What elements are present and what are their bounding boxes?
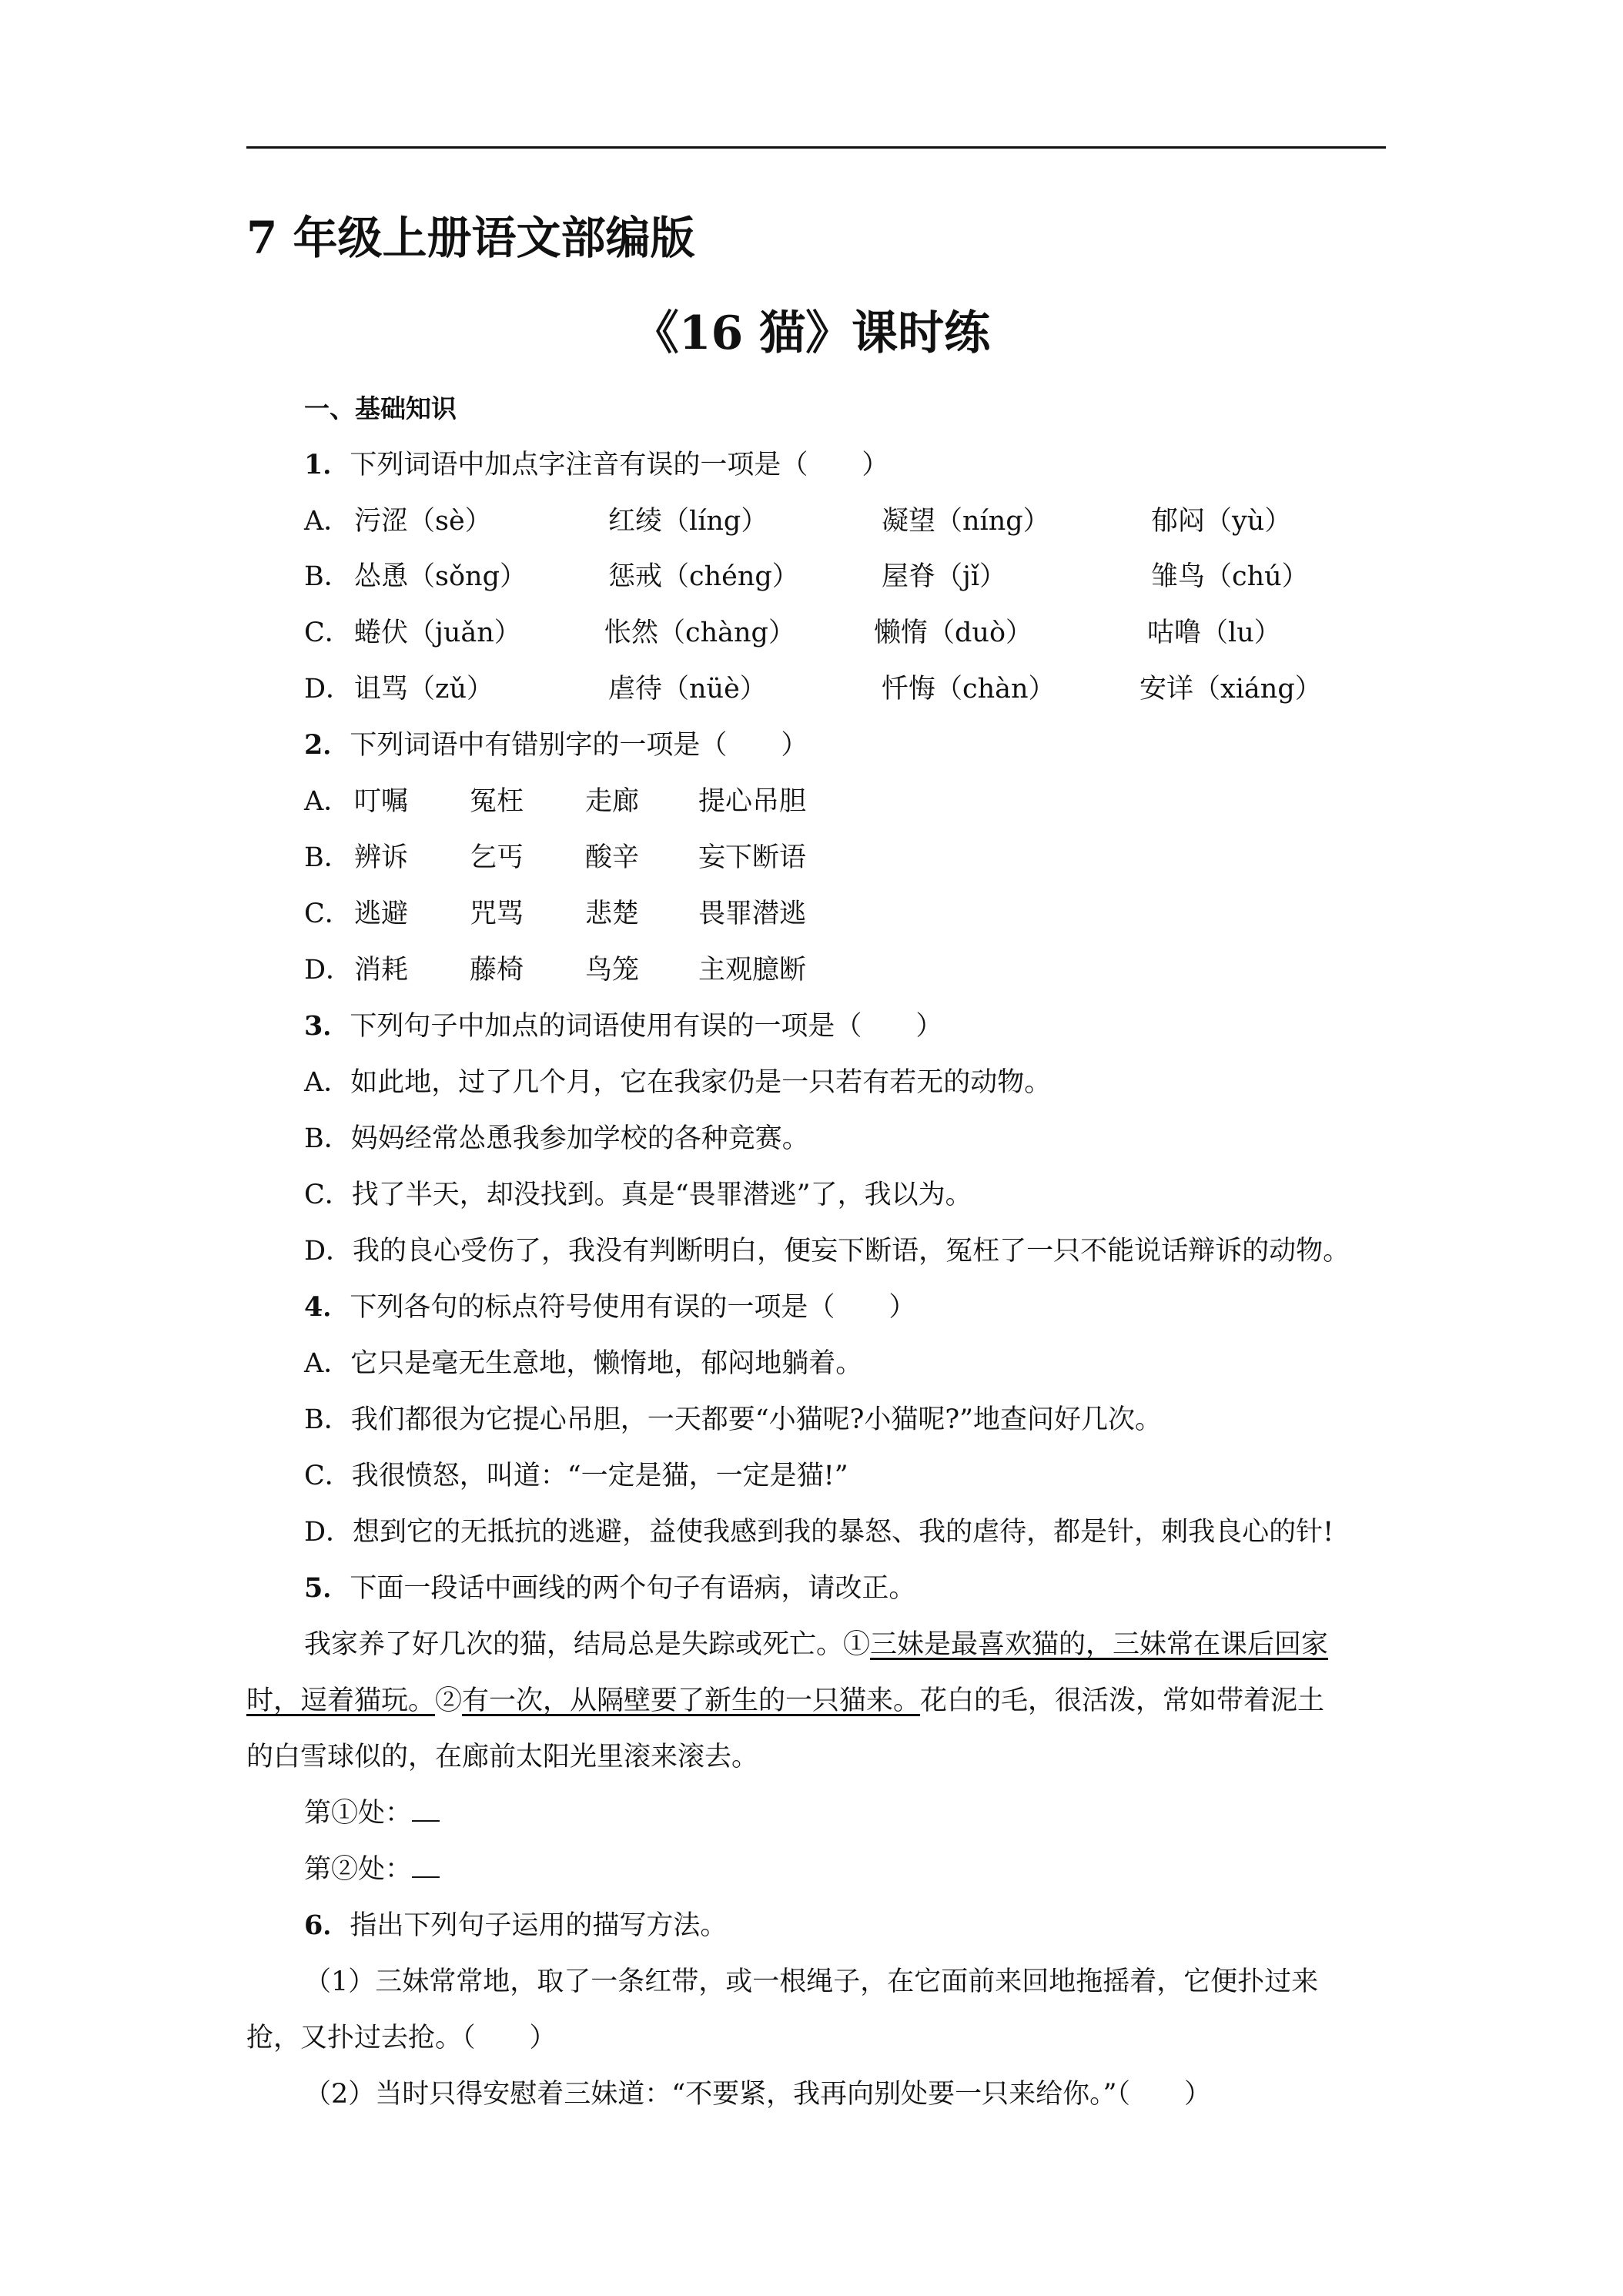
option-item: 提心吊胆 xyxy=(698,786,807,817)
answer-line-2 xyxy=(304,1853,440,1886)
question-text: 下面一段话中画线的两个句子有语病，请改正。 xyxy=(350,1573,916,1604)
question-text: 下列词语中有错别字的一项是（ ） xyxy=(350,730,808,761)
passage-line-2 xyxy=(246,1684,1324,1718)
answer-label: 第②处： xyxy=(304,1854,413,1885)
question-4-option-c: C．我很愤怒，叫道：“一定是猫，一定是猫!” xyxy=(304,1461,848,1491)
section-heading-basics: 一、基础知识 xyxy=(304,393,457,423)
question-2-stem xyxy=(304,728,808,762)
question-number: 6． xyxy=(304,1909,350,1941)
option-item: 乞丐 xyxy=(470,842,524,873)
option-label: C． xyxy=(304,618,352,648)
question-4-option-d: D．想到它的无抵抗的逃避，益使我感到我的暴怒、我的虐待，都是针，刺我良心的针! xyxy=(304,1517,1334,1548)
option-item: 红绫（líng） xyxy=(608,506,768,537)
answer-line-1 xyxy=(304,1796,440,1830)
question-6-stem xyxy=(304,1909,727,1943)
option-item: 藤椅 xyxy=(470,955,524,986)
option-item: 屋脊（jǐ） xyxy=(882,561,1007,592)
question-4-stem xyxy=(304,1290,915,1324)
document-title: 7 年级上册语文部编版 xyxy=(246,212,695,264)
option-item: 凝望（níng） xyxy=(882,506,1050,537)
option-label: D． xyxy=(304,674,353,705)
option-item: 妄下断语 xyxy=(698,842,807,873)
option-item: 咕噜（lu） xyxy=(1147,618,1281,648)
question-6-sentence-1: （1）三妹常常地，取了一条红带，或一根绳子，在它面前来回地拖摇着，它便扑过来 xyxy=(304,1966,1319,1997)
question-4-option-a: A．它只是毫无生意地，懒惰地，郁闷地躺着。 xyxy=(304,1348,863,1379)
option-item: 虐待（nüè） xyxy=(608,674,767,705)
question-4-option-b: B．我们都很为它提心吊胆，一天都要“小猫呢?小猫呢?”地查问好几次。 xyxy=(304,1404,1163,1435)
option-item: 郁闷（yù） xyxy=(1151,506,1292,537)
option-item: 鸟笼 xyxy=(585,955,640,986)
question-3-option-d: D．我的良心受伤了，我没有判断明白，便妄下断语，冤枉了一只不能说话辩诉的动物。 xyxy=(304,1236,1350,1267)
option-label: B． xyxy=(304,842,351,873)
answer-blank[interactable] xyxy=(412,1853,440,1878)
option-item: 诅骂（zǔ） xyxy=(354,674,494,705)
question-number: 4． xyxy=(304,1291,350,1323)
option-item: 畏罪潜逃 xyxy=(698,899,807,929)
option-item: 咒骂 xyxy=(470,899,524,929)
option-item: 怅然（chàng） xyxy=(604,618,795,648)
option-label: C． xyxy=(304,899,352,929)
option-item: 冤枉 xyxy=(470,786,524,817)
option-item: 悲楚 xyxy=(585,899,640,929)
question-3-option-b: B．妈妈经常怂恿我参加学校的各种竞赛。 xyxy=(304,1123,809,1154)
lesson-title: 《16 猫》课时练 xyxy=(632,306,991,360)
option-item: 消耗 xyxy=(354,955,409,986)
question-text: 下列各句的标点符号使用有误的一项是（ ） xyxy=(350,1292,916,1323)
option-item: 酸辛 xyxy=(585,842,640,873)
option-item: 逃避 xyxy=(354,899,409,929)
option-item: 懒惰（duò） xyxy=(874,618,1033,648)
answer-label: 第①处： xyxy=(304,1798,413,1829)
option-label: A． xyxy=(304,506,351,537)
option-item: 怂恿（sǒng） xyxy=(354,561,527,592)
option-item: 安详（xiáng） xyxy=(1139,674,1322,705)
passage-text: 花白的毛，很活泼，常如带着泥土 xyxy=(920,1685,1325,1716)
option-item: 辨诉 xyxy=(354,842,409,873)
option-item: 忏悔（chàn） xyxy=(882,674,1056,705)
passage-text: ② xyxy=(435,1685,463,1716)
option-item: 主观臆断 xyxy=(698,955,807,986)
underlined-sentence-2: 有一次，从隔壁要了新生的一只猫来。 xyxy=(462,1685,921,1716)
question-6-sentence-1-cont: 抢，又扑过去抢。（ ） xyxy=(246,2023,557,2053)
option-label: D． xyxy=(304,955,353,986)
passage-line-1 xyxy=(304,1628,1328,1662)
passage-text: 我家养了好几次的猫，结局总是失踪或死亡。① xyxy=(304,1629,871,1660)
option-label: B． xyxy=(304,561,351,592)
question-6-sentence-2: （2）当时只得安慰着三妹道：“不要紧，我再向别处要一只来给你。”（ ） xyxy=(304,2079,1212,2110)
option-item: 走廊 xyxy=(585,786,640,817)
question-number: 5． xyxy=(304,1572,350,1604)
question-1-stem xyxy=(304,448,888,482)
question-3-stem xyxy=(304,1009,942,1043)
question-text: 下列句子中加点的词语使用有误的一项是（ ） xyxy=(350,1011,943,1042)
question-3-option-c: C．找了半天，却没找到。真是“畏罪潜逃”了，我以为。 xyxy=(304,1180,972,1210)
underlined-sentence-1: 三妹是最喜欢猫的，三妹常在课后回家 xyxy=(870,1629,1329,1660)
option-label: A． xyxy=(304,786,351,817)
question-5-stem xyxy=(304,1571,915,1605)
question-3-option-a: A．如此地，过了几个月，它在我家仍是一只若有若无的动物。 xyxy=(304,1067,1052,1098)
option-item: 污涩（sè） xyxy=(354,506,492,537)
header-rule xyxy=(246,146,1386,149)
option-item: 惩戒（chéng） xyxy=(608,561,799,592)
question-number: 3． xyxy=(304,1010,350,1042)
question-text: 下列词语中加点字注音有误的一项是（ ） xyxy=(350,450,889,480)
question-number: 2． xyxy=(304,729,350,761)
question-number: 1． xyxy=(304,449,350,480)
option-item: 叮嘱 xyxy=(354,786,409,817)
option-item: 雏鸟（chú） xyxy=(1151,561,1309,592)
answer-blank[interactable] xyxy=(412,1797,440,1822)
underlined-sentence-1-end: 时，逗着猫玩。 xyxy=(246,1685,436,1716)
question-text: 指出下列句子运用的描写方法。 xyxy=(350,1910,728,1941)
option-item: 蜷伏（juǎn） xyxy=(354,618,521,648)
passage-line-3: 的白雪球似的，在廊前太阳光里滚来滚去。 xyxy=(246,1742,759,1772)
